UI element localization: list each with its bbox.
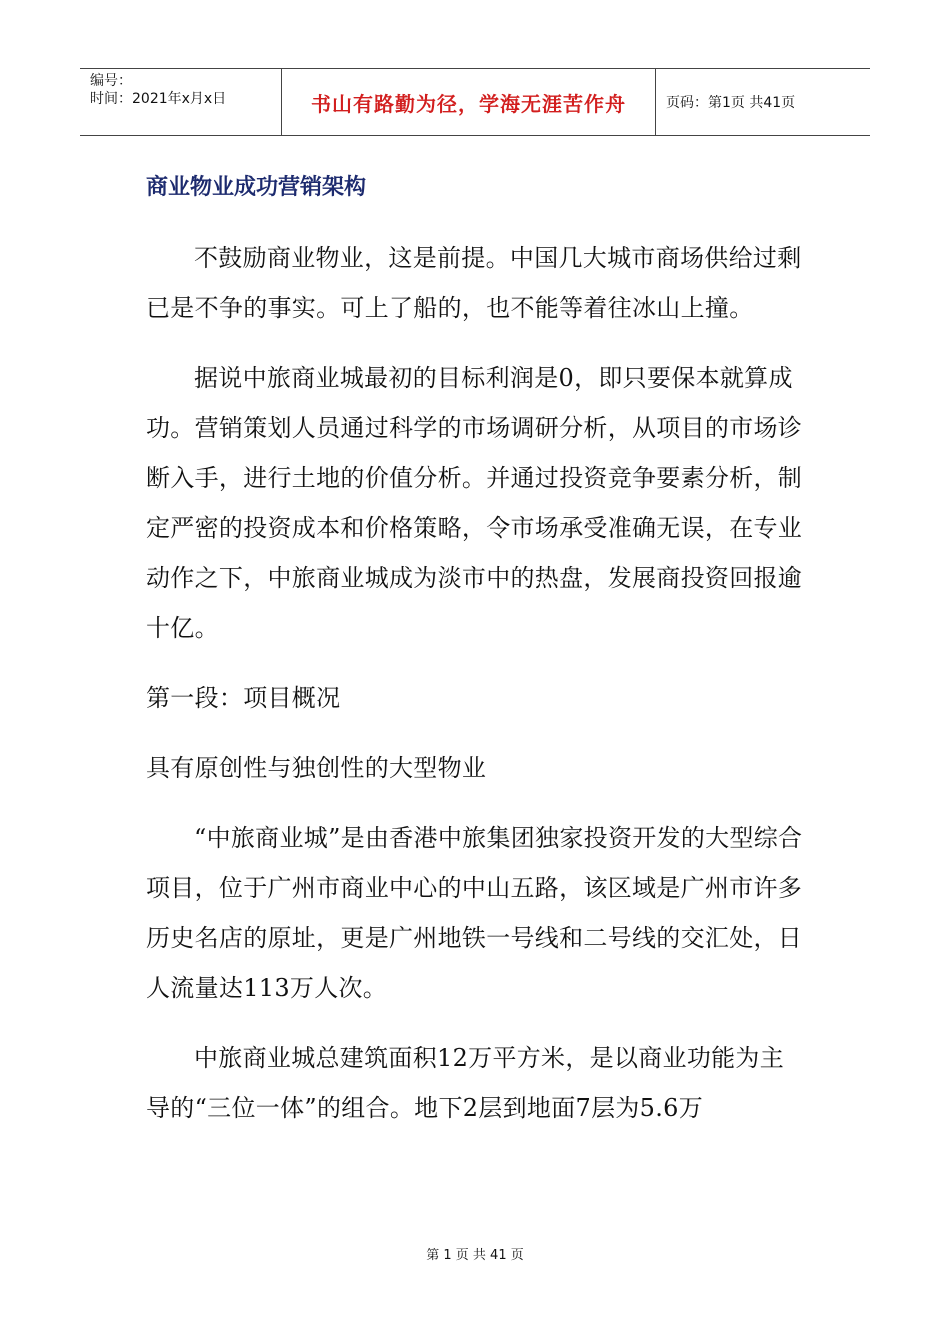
document-date: 时间：2021年x月x日 <box>90 91 227 107</box>
subheading: 具有原创性与独创性的大型物业 <box>146 754 487 782</box>
header-page-info: 页码：第1页 共41页 <box>666 95 796 111</box>
header-motto: 书山有路勤为径，学海无涯苦作舟 <box>282 69 656 135</box>
paragraph: 据说中旅商业城最初的目标利润是0，即只要保本就算成功。营销策划人员通过科学的市场调研分析，从项目的市场诊断入手，进行土地的价值分析。并通过投资竞争要素分析，制定严密的投资成本和价格策略，令市场承受准确无误，在专业动作之下，中旅商业城成为淡市中的热盘，发展商投资回报逾十亿。 <box>146 364 803 642</box>
header-table <box>80 68 870 136</box>
paragraph: 不鼓励商业物业，这是前提。中国几大城市商场供给过剩已是不争的事实。可上了船的，也不能等着往冰山上撞。 <box>146 244 802 322</box>
paragraph: “中旅商业城”是由香港中旅集团独家投资开发的大型综合项目，位于广州市商业中心的中山五路，该区域是广州市许多历史名店的原址，更是广州地铁一号线和二号线的交汇处，日人流量达113万人次。 <box>146 824 803 1002</box>
header-meta-cell <box>80 69 282 135</box>
document-number-label: 编号： <box>90 73 132 89</box>
page-footer: 第 1 页 共 41 页 <box>426 1248 524 1263</box>
document-body <box>146 233 806 1153</box>
paragraph: 中旅商业城总建筑面积12万平方米，是以商业功能为主导的“三位一体”的组合。地下2层到地面7层为5.6万 <box>146 1044 785 1122</box>
document-title: 商业物业成功营销架构 <box>146 175 367 200</box>
section-heading: 第一段：项目概况 <box>146 684 341 712</box>
